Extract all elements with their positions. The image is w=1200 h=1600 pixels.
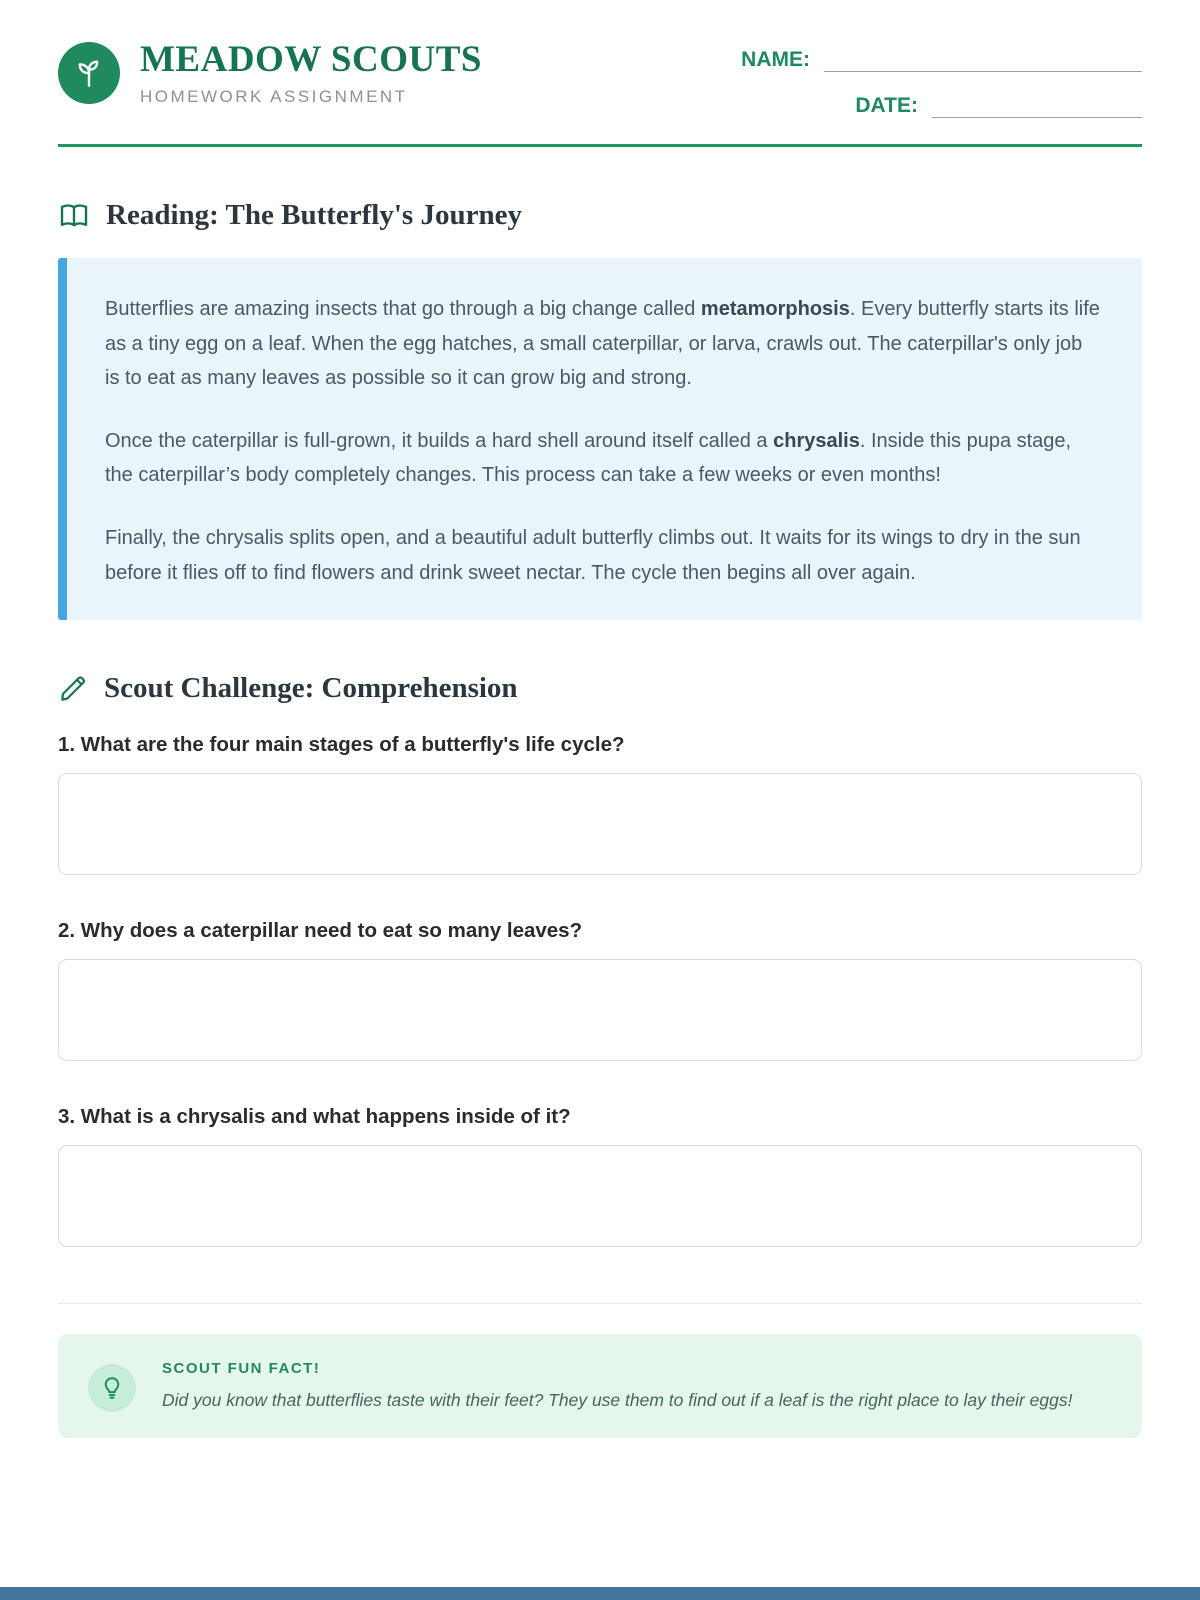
name-date-fields [741, 48, 1142, 118]
brand [58, 40, 482, 107]
reading-paragraph: Once the caterpillar is full-grown, it builds a hard shell around itself called a chrysalis. Inside this pupa stage, the caterpillar’s body completely changes. This process can take a few weeks or even months! [105, 429, 1072, 487]
reading-paragraph: Finally, the chrysalis splits open, and a beautiful adult butterfly climbs out. It waits for its wings to dry in the sun before it flies off to find flowers and drink sweet nectar. The cycle then begins all over again. [105, 526, 1081, 584]
name-input-line[interactable] [824, 48, 1142, 72]
divider [58, 1303, 1142, 1304]
answer-box-3[interactable] [58, 1145, 1142, 1247]
reading-section-heading [58, 199, 1142, 232]
sprout-icon [72, 56, 106, 90]
reading-passage [58, 258, 1142, 620]
name-label: NAME: [741, 48, 810, 71]
brand-subtitle: HOMEWORK ASSIGNMENT [140, 86, 408, 106]
question-1-label: 1. What are the four main stages of a butterfly's life cycle? [58, 733, 625, 757]
challenge-title: Scout Challenge: Comprehension [104, 672, 518, 705]
date-row [855, 94, 1142, 118]
answer-box-2[interactable] [58, 959, 1142, 1061]
lightbulb-icon [88, 1364, 136, 1412]
name-row [741, 48, 1142, 72]
question-2 [58, 919, 1142, 1061]
fun-fact-content [162, 1360, 1073, 1414]
question-3-label: 3. What is a chrysalis and what happens inside of it? [58, 1105, 571, 1129]
header [58, 40, 1142, 147]
date-label: DATE: [855, 94, 918, 117]
question-2-label: 2. Why does a caterpillar need to eat so many leaves? [58, 919, 583, 943]
brand-title: MEADOW SCOUTS [140, 39, 482, 80]
fun-fact-box [58, 1334, 1142, 1438]
reading-paragraph: Butterflies are amazing insects that go through a big change called metamorphosis. Every butterfly starts its life as a tiny egg on a leaf. When the egg hatches, a small caterpillar, or larva, crawls out. The caterpillar's only job is to eat as many leaves as possible so it can grow big and strong. [105, 298, 1100, 390]
answer-box-1[interactable] [58, 773, 1142, 875]
fun-fact-text: Did you know that butterflies taste with their feet? They use them to find out if a leaf is the right place to lay their eggs! [162, 1390, 1073, 1411]
pencil-icon [58, 674, 88, 704]
reading-title: Reading: The Butterfly's Journey [106, 199, 522, 231]
question-1 [58, 733, 1142, 875]
challenge-section-heading [58, 672, 1142, 705]
question-3 [58, 1105, 1142, 1247]
footer-bar [0, 1587, 1200, 1600]
open-book-icon [58, 200, 90, 232]
brand-text [140, 40, 482, 107]
fun-fact-title: SCOUT FUN FACT! [162, 1360, 321, 1378]
date-input-line[interactable] [932, 94, 1142, 118]
meadow-scouts-logo [58, 42, 120, 104]
